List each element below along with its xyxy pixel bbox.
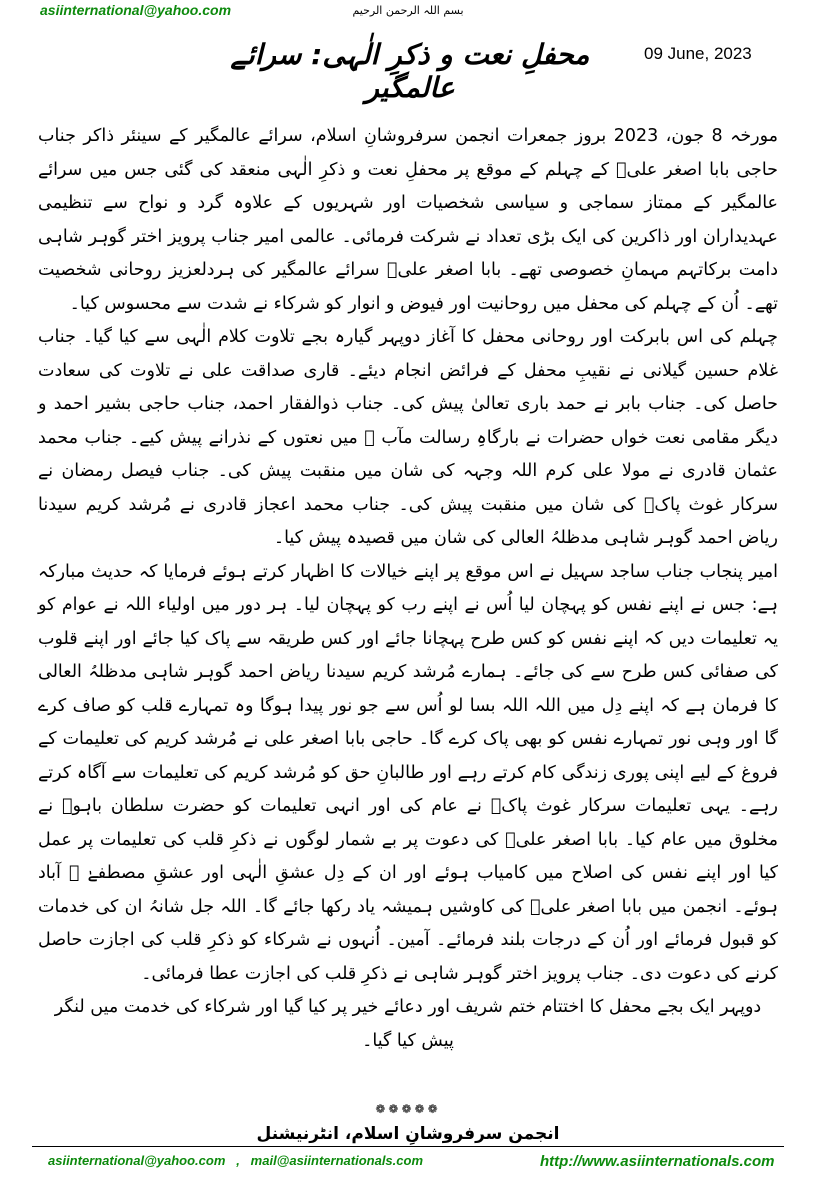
article-date: 09 June, 2023: [644, 44, 752, 63]
footer-website-link[interactable]: http://www.asiinternationals.com: [540, 1153, 775, 1170]
footer-divider: [32, 1146, 784, 1147]
page-title: محفلِ نعت و ذکرِ الٰہی: سرائے عالمگیر: [230, 38, 590, 104]
footer-emails[interactable]: asiinternational@yahoo.com , mail@asiinternationals.com: [48, 1153, 424, 1168]
paragraph-speech: امیر پنجاب جناب ساجد سہیل نے اس موقع پر اپنے خیالات کا اظہار کرتے ہوئے فرمایا کہ حدیث مبارکہ ہے: جس نے اپنے نفس کو پہچان لیا اُس نے اپنے رب کو پہچان لیا۔ ہر دور میں اولیاء اللہ نے عوام کو یہ تعلیمات دیں کہ اپنے نفس کو کس طرح پہچانا جائے اور کس طریقہ سے پاک کیا جائے اور اپنے قلوب کی صفائی کس طرح سے کی جائے۔ ہمارے مُرشد کریم سیدنا ریاض احمد گوہر شاہی مدظلہُ العالی کا فرمان ہے کہ اپنے دِل میں اللہ اللہ بسا لو اُس سے جو نور پیدا ہوگا وہ تمہارے قلب کو صاف کرے گا اور وہی نور تمہارے نفس کو بھی پاک کرے گا۔ حاجی بابا اصغر علی نے مُرشد کریم کی تعلیمات کے فروغ کے لیے اپنی پوری زندگی کام کرتے رہے اور طالبانِ حق کو مُرشد کریم کی تعلیمات سے آگاہ کرتے رہے۔ یہی تعلیمات سرکار غوث پاکؓ نے عام کی اور انہی تعلیمات کو حضرت سلطان باہوؒ نے مخلوق میں عام کیا۔ بابا اصغر علیؒ کی دعوت پر بے شمار لوگوں نے ذکرِ قلب کی تعلیمات پر عمل کیا اور اپنے نفس کی اصلاح میں کامیاب ہوئے اور ان کے دِل عشقِ الٰہی اور عشقِ مصطفےٰ ﷺ آباد ہوئے۔ انجمن میں بابا اصغر علیؒ کی کاوشیں ہمیشہ یاد رکھا جائے گا۔ اللہ جل شانہُ ان کی خدمات کو قبول فرمائے اور اُن کے درجات بلند فرمائے۔ آمین۔ اُنہوں نے شرکاء کو ذکرِ قلب کی اجازت حاصل کرنے کی دعوت دی۔ جناب پرویز اختر گوہر شاہی نے ذکرِ قلب کی اجازت عطا فرمائی۔: [38, 561, 778, 984]
header-email[interactable]: asiinternational@yahoo.com: [40, 2, 232, 18]
decorative-stars: ❁❁❁❁❁: [375, 1102, 441, 1116]
bismillah: بسم اللہ الرحمن الرحیم: [352, 4, 464, 17]
paragraph-closing: دوپہر ایک بجے محفل کا اختتام ختم شریف اور دعائے خیر پر کیا گیا اور شرکاء کی خدمت میں لنگر پیش کیا گیا۔: [54, 997, 762, 1051]
paragraph-intro: مورخہ 8 جون، 2023 بروز جمعرات انجمن سرفروشانِ اسلام، سرائے عالمگیر کے سینئر ذاکر جناب حاجی بابا اصغر علیؒ کے چہلم کے موقع پر محفلِ نعت و ذکرِ الٰہی منعقد کی گئی جس میں سرائے عالمگیر کے ممتاز سماجی و سیاسی شخصیات اور شہریوں کے علاوہ گرد و نواح سے تنظیمی عہدیداران اور ذاکرین کی ایک بڑی تعداد نے شرکت فرمائی۔ عالمی امیر جناب پرویز اختر گوہر شاہی دامت برکاتہم مہمانِ خصوصی تھے۔ بابا اصغر علیؒ سرائے عالمگیر کی ہردلعزیز روحانی شخصیت تھے۔ اُن کے چہلم کی محفل میں روحانیت اور فیوض و انوار کو شرکاء نے شدت سے محسوس کیا۔: [38, 126, 779, 314]
paragraph-program: چہلم کی اس بابرکت اور روحانی محفل کا آغاز دوپہر گیارہ بجے تلاوت کلام الٰہی سے کیا گیا۔ جناب غلام حسین گیلانی نے نقیبِ محفل کے فرائض انجام دیئے۔ قاری صداقت علی نے تلاوت کی سعادت حاصل کی۔ جناب بابر نے حمد باری تعالیٰ پیش کی۔ جناب ذوالفقار احمد، جناب حاجی بشیر احمد و دیگر مقامی نعت خواں حضرات نے بارگاہِ رسالت مآب ﷺ میں نعتوں کے نذرانے پیش کیے۔ جناب محمد عثمان قادری نے مولا علی کرم اللہ وجہہ کی شان میں منقبت پیش کی۔ جناب فیصل رمضان نے سرکار غوث پاکؓ کی شان میں منقبت پیش کی۔ جناب محمد اعجاز قادری نے مُرشد کریم سیدنا ریاض احمد گوہر شاہی مدظلہُ العالی کی شان میں قصیدہ پیش کیا۔: [38, 327, 778, 548]
article-body: [38, 120, 778, 1058]
organization-name: انجمن سرفروشانِ اسلام، انٹرنیشنل: [256, 1124, 560, 1144]
